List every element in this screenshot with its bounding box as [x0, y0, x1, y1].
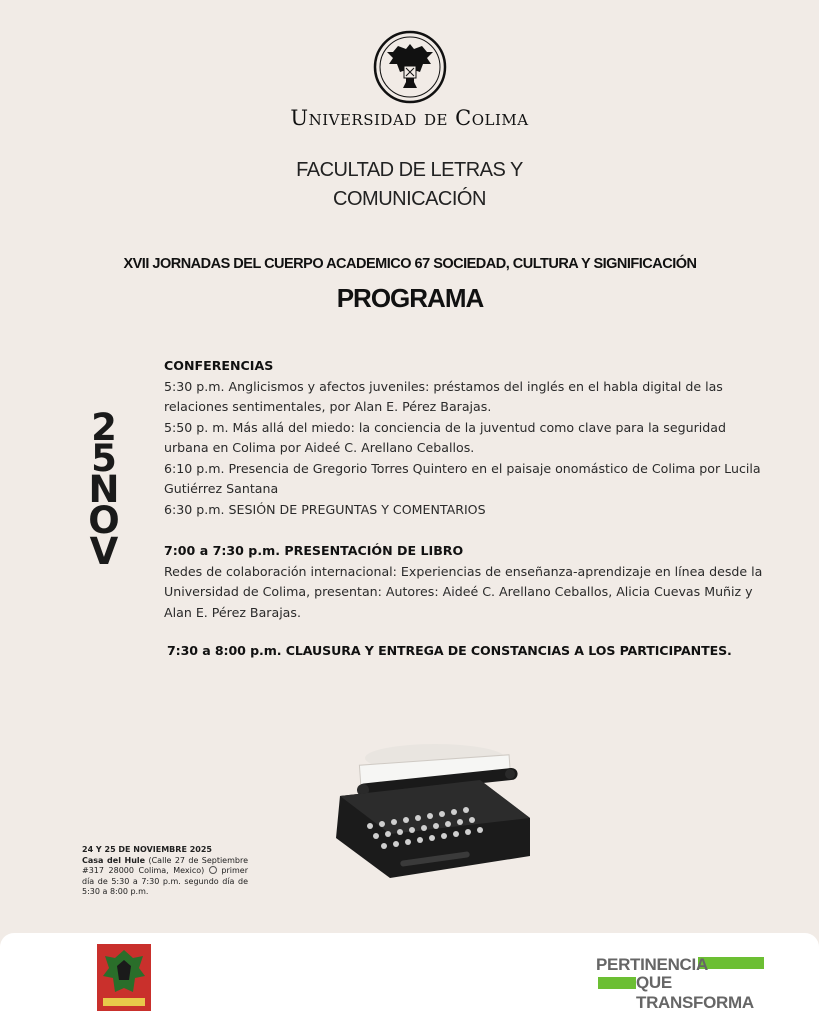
- book-heading: 7:00 a 7:30 p.m. PRESENTACIÓN DE LIBRO: [164, 543, 464, 558]
- conferences-heading: CONFERENCIAS: [164, 358, 274, 373]
- footer: [0, 933, 819, 1023]
- conference-item: 5:50 p. m. Más allá del miedo: la conciencia de la juventud como clave para la seguridad urbana en Colima por Aideé C. Arellano Ceballos.: [164, 419, 726, 455]
- slogan-logo: [596, 955, 766, 1012]
- conference-item: 6:30 p.m. SESIÓN DE PREGUNTAS Y COMENTARIOS: [164, 501, 486, 517]
- conference-item: 6:10 p.m. Presencia de Gregorio Torres Quintero en el paisaje onomástico de Colima por Lucila Gutiérrez Santana: [164, 460, 761, 496]
- venue-place: Casa del Hule: [82, 855, 146, 865]
- university-seal-logo: [373, 30, 447, 104]
- clock-icon: [209, 866, 217, 874]
- date-char: 5: [91, 437, 117, 480]
- venue-info: [82, 845, 248, 898]
- program-title: PROGRAMA: [336, 283, 484, 313]
- coat-of-arms-logo: [97, 944, 151, 1011]
- closing-ceremony: 7:30 a 8:00 p.m. CLAUSURA Y ENTREGA DE CONSTANCIAS A LOS PARTICIPANTES.: [167, 643, 732, 658]
- event-title: XVII JORNADAS DEL CUERPO ACADEMICO 67 SOCIEDAD, CULTURA Y SIGNIFICACIÓN: [123, 256, 697, 272]
- slogan-line-1: PERTINENCIA: [596, 955, 708, 974]
- faculty-line-2: COMUNICACIÓN: [333, 188, 486, 210]
- book-description: Redes de colaboración internacional: Experiencias de enseñanza-aprendizaje en línea desde la Universidad de Colima, presentan: Autores: Aideé C. Arellano Ceballos, Alicia Cuevas Muñiz y Alan E. Pérez Barajas.: [164, 563, 763, 620]
- date-char: V: [89, 530, 119, 573]
- date-char: 2: [91, 406, 117, 449]
- venue-address: (Calle 27 de Septiembre #317 28000 Colima, Mexico): [82, 855, 249, 875]
- date-char: O: [88, 499, 120, 542]
- date-vertical: [86, 406, 122, 573]
- venue-hours: primer día de 5:30 a 7:30 p.m. segundo día de 5:30 a 8:00 p.m.: [82, 866, 249, 896]
- program-schedule: [164, 356, 764, 623]
- slogan-line-2: QUE TRANSFORMA: [636, 973, 754, 1012]
- typewriter-illustration: [330, 738, 540, 888]
- event-dates: 24 Y 25 DE NOVIEMBRE 2025: [82, 845, 212, 854]
- slogan-bar: [598, 977, 636, 989]
- faculty-name: [0, 156, 819, 214]
- conference-item: 5:30 p.m. Anglicismos y afectos juveniles: préstamos del inglés en el habla digital de las relaciones sentimentales, por Alan E. Pérez Barajas.: [164, 378, 723, 414]
- university-name: Universidad de Colima: [290, 106, 529, 130]
- date-char: N: [88, 468, 120, 511]
- faculty-line-1: FACULTAD DE LETRAS Y: [296, 159, 523, 181]
